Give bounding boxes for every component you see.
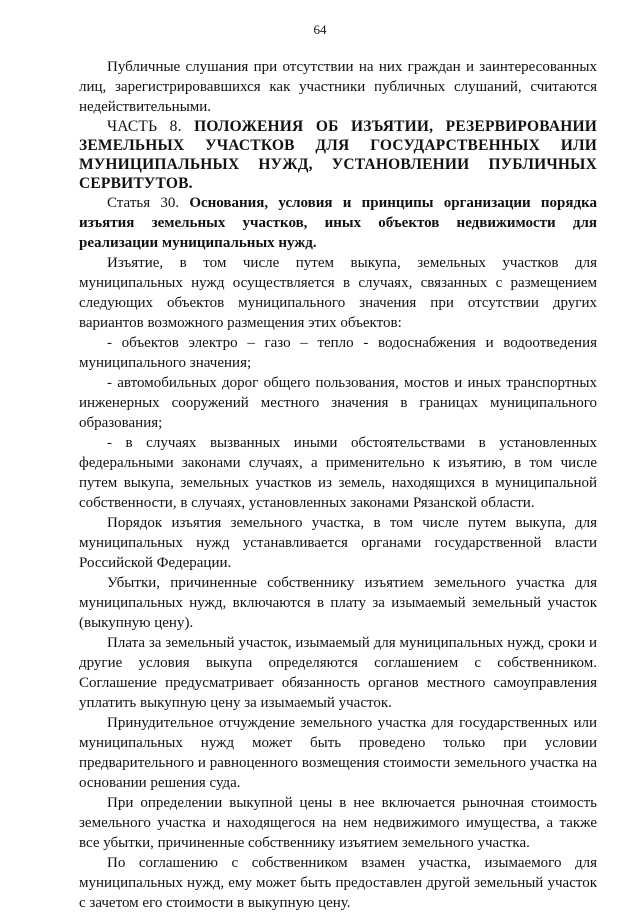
paragraph: Принудительное отчуждение земельного участка для государственных или муниципальных нужд может быть проведено только при условии предварительного и равноценного возмещения стоимости земельного участка на основании решения суда. [79,715,597,791]
paragraph: Порядок изъятия земельного участка, в том числе путем выкупа, для муниципальных нужд устанавливается органами государственной власти Российской Федерации. [79,515,597,571]
part-heading [79,117,597,193]
paragraph: При определении выкупной цены в нее включается рыночная стоимость земельного участка и находящегося на нем недвижимого имущества, а также все убытки, причиненные собственнику изъятием земельного участка. [79,795,597,851]
intro-paragraph: Публичные слушания при отсутствии на них граждан и заинтересованных лиц, зарегистрировавшихся как участники публичных слушаний, считаются недействительными. [79,59,597,115]
list-item: - в случаях вызванных иными обстоятельствами в установленных федеральными законами случаях, а применительно к изъятию, в том числе путем выкупа, земельных участков из земель, находящихся в муниципальной собственности, в случаях, установленных законами Рязанской области. [79,435,597,511]
paragraph: Убытки, причиненные собственнику изъятием земельного участка для муниципальных нужд, включаются в плату за изымаемый земельный участок (выкупную цену). [79,575,597,631]
paragraph: По соглашению с собственником взамен участка, изымаемого для муниципальных нужд, ему может быть предоставлен другой земельный участок с зачетом его стоимости в выкупную цену. [79,855,597,911]
article-label: Статья 30. [107,195,180,211]
article-title: Основания, условия и принципы организации порядка изъятия земельных участков, иных объектов недвижимости для реализации муниципальных нужд. [79,195,597,251]
document-body [79,57,597,913]
part-title: ПОЛОЖЕНИЯ ОБ ИЗЪЯТИИ, РЕЗЕРВИРОВАНИИ ЗЕМЕЛЬНЫХ УЧАСТКОВ ДЛЯ ГОСУДАРСТВЕННЫХ ИЛИ МУНИЦИПАЛЬНЫХ НУЖД, УСТАНОВЛЕНИИ ПУБЛИЧНЫХ СЕРВИТУТОВ. [79,118,597,192]
article-heading [79,193,597,253]
list-item: - автомобильных дорог общего пользования, мостов и иных транспортных инженерных сооружений местного значения в границах муниципального образования; [79,375,597,431]
page-number: 64 [313,22,327,37]
paragraph: Плата за земельный участок, изымаемый для муниципальных нужд, сроки и другие условия выкупа определяются соглашением с собственником. Соглашение предусматривает обязанность органов местного самоуправления уплатить выкупную цену за изымаемый участок. [79,635,597,711]
list-item: - объектов электро – газо – тепло - водоснабжения и водоотведения муниципального значения; [79,335,597,371]
paragraph: Изъятие, в том числе путем выкупа, земельных участков для муниципальных нужд осуществляется в случаях, связанных с размещением следующих объектов муниципального значения при отсутствии других вариантов возможного размещения этих объектов: [79,255,597,331]
part-number-label: ЧАСТЬ 8. [107,118,182,135]
